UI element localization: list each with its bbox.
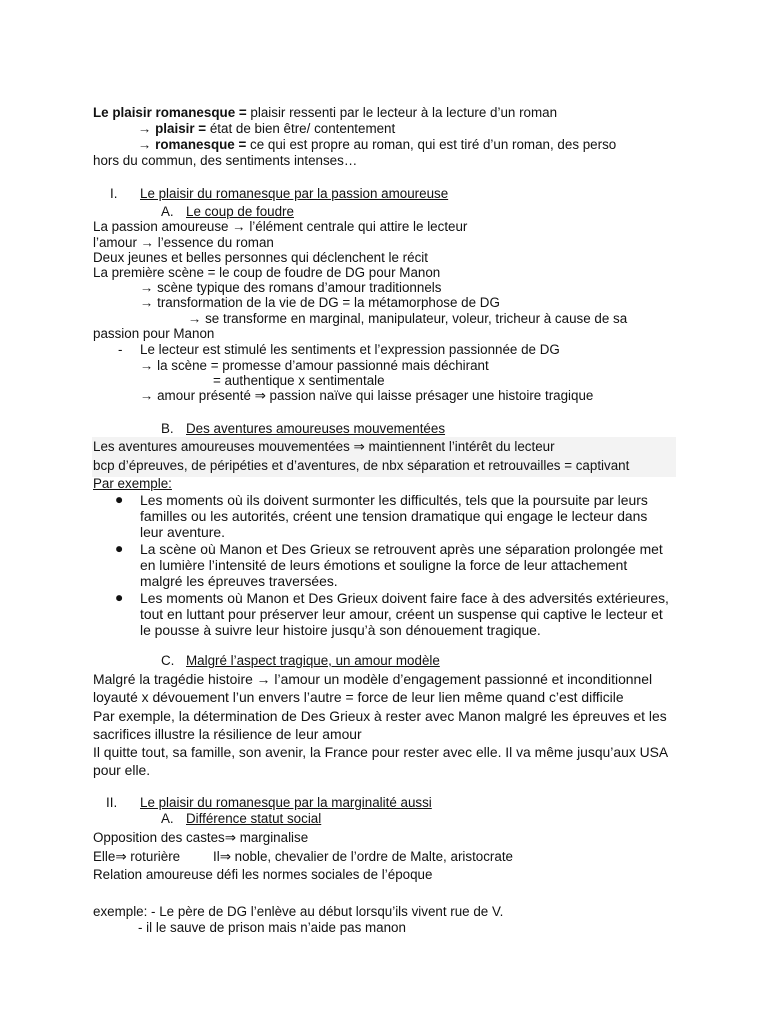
dash-marker: - [118,342,123,357]
text-line: Opposition des castes⇒ marginalise [93,830,309,845]
bullet-text: leur aventure. [140,524,225,540]
text-line: → la scène = promesse d’amour passionné mais déchirant [140,358,489,373]
bullet-text: tout en luttant pour préserver leur amour, créent un suspense qui captive le lecteur et [140,606,663,622]
part1-secC-letter: C. [161,653,175,668]
text-line: Malgré la tragédie histoire → l’amour un modèle d’engagement passionné et inconditionnel [93,671,653,687]
text-line: Relation amoureuse défi les normes sociales de l’époque [93,867,433,882]
bullet-icon: ● [115,589,124,605]
part2-secA-heading: Différence statut social [186,811,322,826]
bullet-icon: ● [115,491,124,507]
intro-definition-line [93,105,557,121]
part1-secB-letter: B. [161,421,174,436]
text-line: sacrifices illustre la résilience de leur amour [93,726,362,742]
part1-secA-heading: Le coup de foudre [186,204,294,219]
text-line: - il le sauve de prison mais n’aide pas manon [138,920,406,935]
part1-numeral: I. [110,186,118,201]
text-line: → scène typique des romans d’amour traditionnels [140,280,442,295]
text-line: La première scène = le coup de foudre de DG pour Manon [93,265,441,280]
text-line: Le lecteur est stimulé les sentiments et l’expression passionnée de DG [140,342,560,357]
part1-secC-heading: Malgré l’aspect tragique, un amour modèle [186,653,440,668]
text-line: = authentique x sentimentale [213,373,385,388]
text-line: l’amour → l’essence du roman [93,235,274,250]
bullet-text: en lumière l’intensité de leurs émotions et souligne la force de leur attachement [140,557,628,573]
bullet-text: La scène où Manon et Des Grieux se retrouvent après une séparation prolongée met [140,541,663,557]
part1-secB-heading: Des aventures amoureuses mouvementées [186,421,446,436]
bullet-text: Les moments où ils doivent surmonter les difficultés, tels que la poursuite par leurs [140,492,648,508]
text-line: Par exemple, la détermination de Des Grieux à rester avec Manon malgré les épreuves et les [93,708,667,724]
arrow-icon: → [138,137,156,152]
text-line: pour elle. [93,762,151,778]
text-line: La passion amoureuse → l’élément centrale qui attire le lecteur [93,219,468,234]
bullet-icon: ● [115,540,124,556]
bullet-text: malgré les épreuves traversées. [140,573,338,589]
intro-continuation: hors du commun, des sentiments intenses… [93,153,358,168]
text-line: → se transforme en marginal, manipulateur, voleur, tricheur à cause de sa [188,311,628,326]
arrow-icon: → [138,121,156,136]
text-line: bcp d’épreuves, de péripéties et d’aventures, de nbx séparation et retrouvailles = captivant [93,458,630,473]
text-line: passion pour Manon [93,326,215,341]
part2-numeral: II. [106,795,118,810]
intro-sub-romanesque: → romanesque = ce qui est propre au roman, qui est tiré d’un roman, des perso [138,137,617,152]
text-line: Il⇒ noble, chevalier de l’ordre de Malte, aristocrate [213,849,514,864]
intro-definition: plaisir ressenti par le lecteur à la lecture d’un roman [246,105,558,120]
text-line: Les aventures amoureuses mouvementées ⇒ maintiennent l’intérêt du lecteur [93,439,555,454]
part1-heading: Le plaisir du romanesque par la passion amoureuse [140,186,449,201]
text-line: Il quitte tout, sa famille, son avenir, la France pour rester avec elle. Il va même jusqu’aux USA [93,744,669,760]
intro-term: Le plaisir romanesque = [93,105,247,120]
example-label: Par exemple: [93,476,172,491]
part2-heading: Le plaisir du romanesque par la marginalité aussi [140,795,432,810]
text-line: Elle⇒ roturière [93,849,181,864]
text-line: loyauté x dévouement l’un envers l’autre = force de leur lien même quand c’est difficile [93,689,624,705]
text-line: → transformation de la vie de DG = la métamorphose de DG [140,295,500,310]
bullet-text: le pousse à suivre leur histoire jusqu’à son dénouement tragique. [140,622,541,638]
text-line: exemple: - Le père de DG l’enlève au début lorsqu’ils vivent rue de V. [93,904,504,919]
part1-secA-letter: A. [161,204,174,219]
bullet-text: familles ou les autorités, créent une tension dramatique qui engage le lecteur dans [140,508,648,524]
text-line: Deux jeunes et belles personnes qui déclenchent le récit [93,250,428,265]
bullet-text: Les moments où Manon et Des Grieux doivent faire face à des adversités extérieures, [140,590,669,606]
intro-sub-plaisir: → plaisir = état de bien être/ contentement [138,121,396,136]
text-line: → amour présenté ⇒ passion naïve qui laisse présager une histoire tragique [140,388,594,403]
part2-secA-letter: A. [161,811,174,826]
